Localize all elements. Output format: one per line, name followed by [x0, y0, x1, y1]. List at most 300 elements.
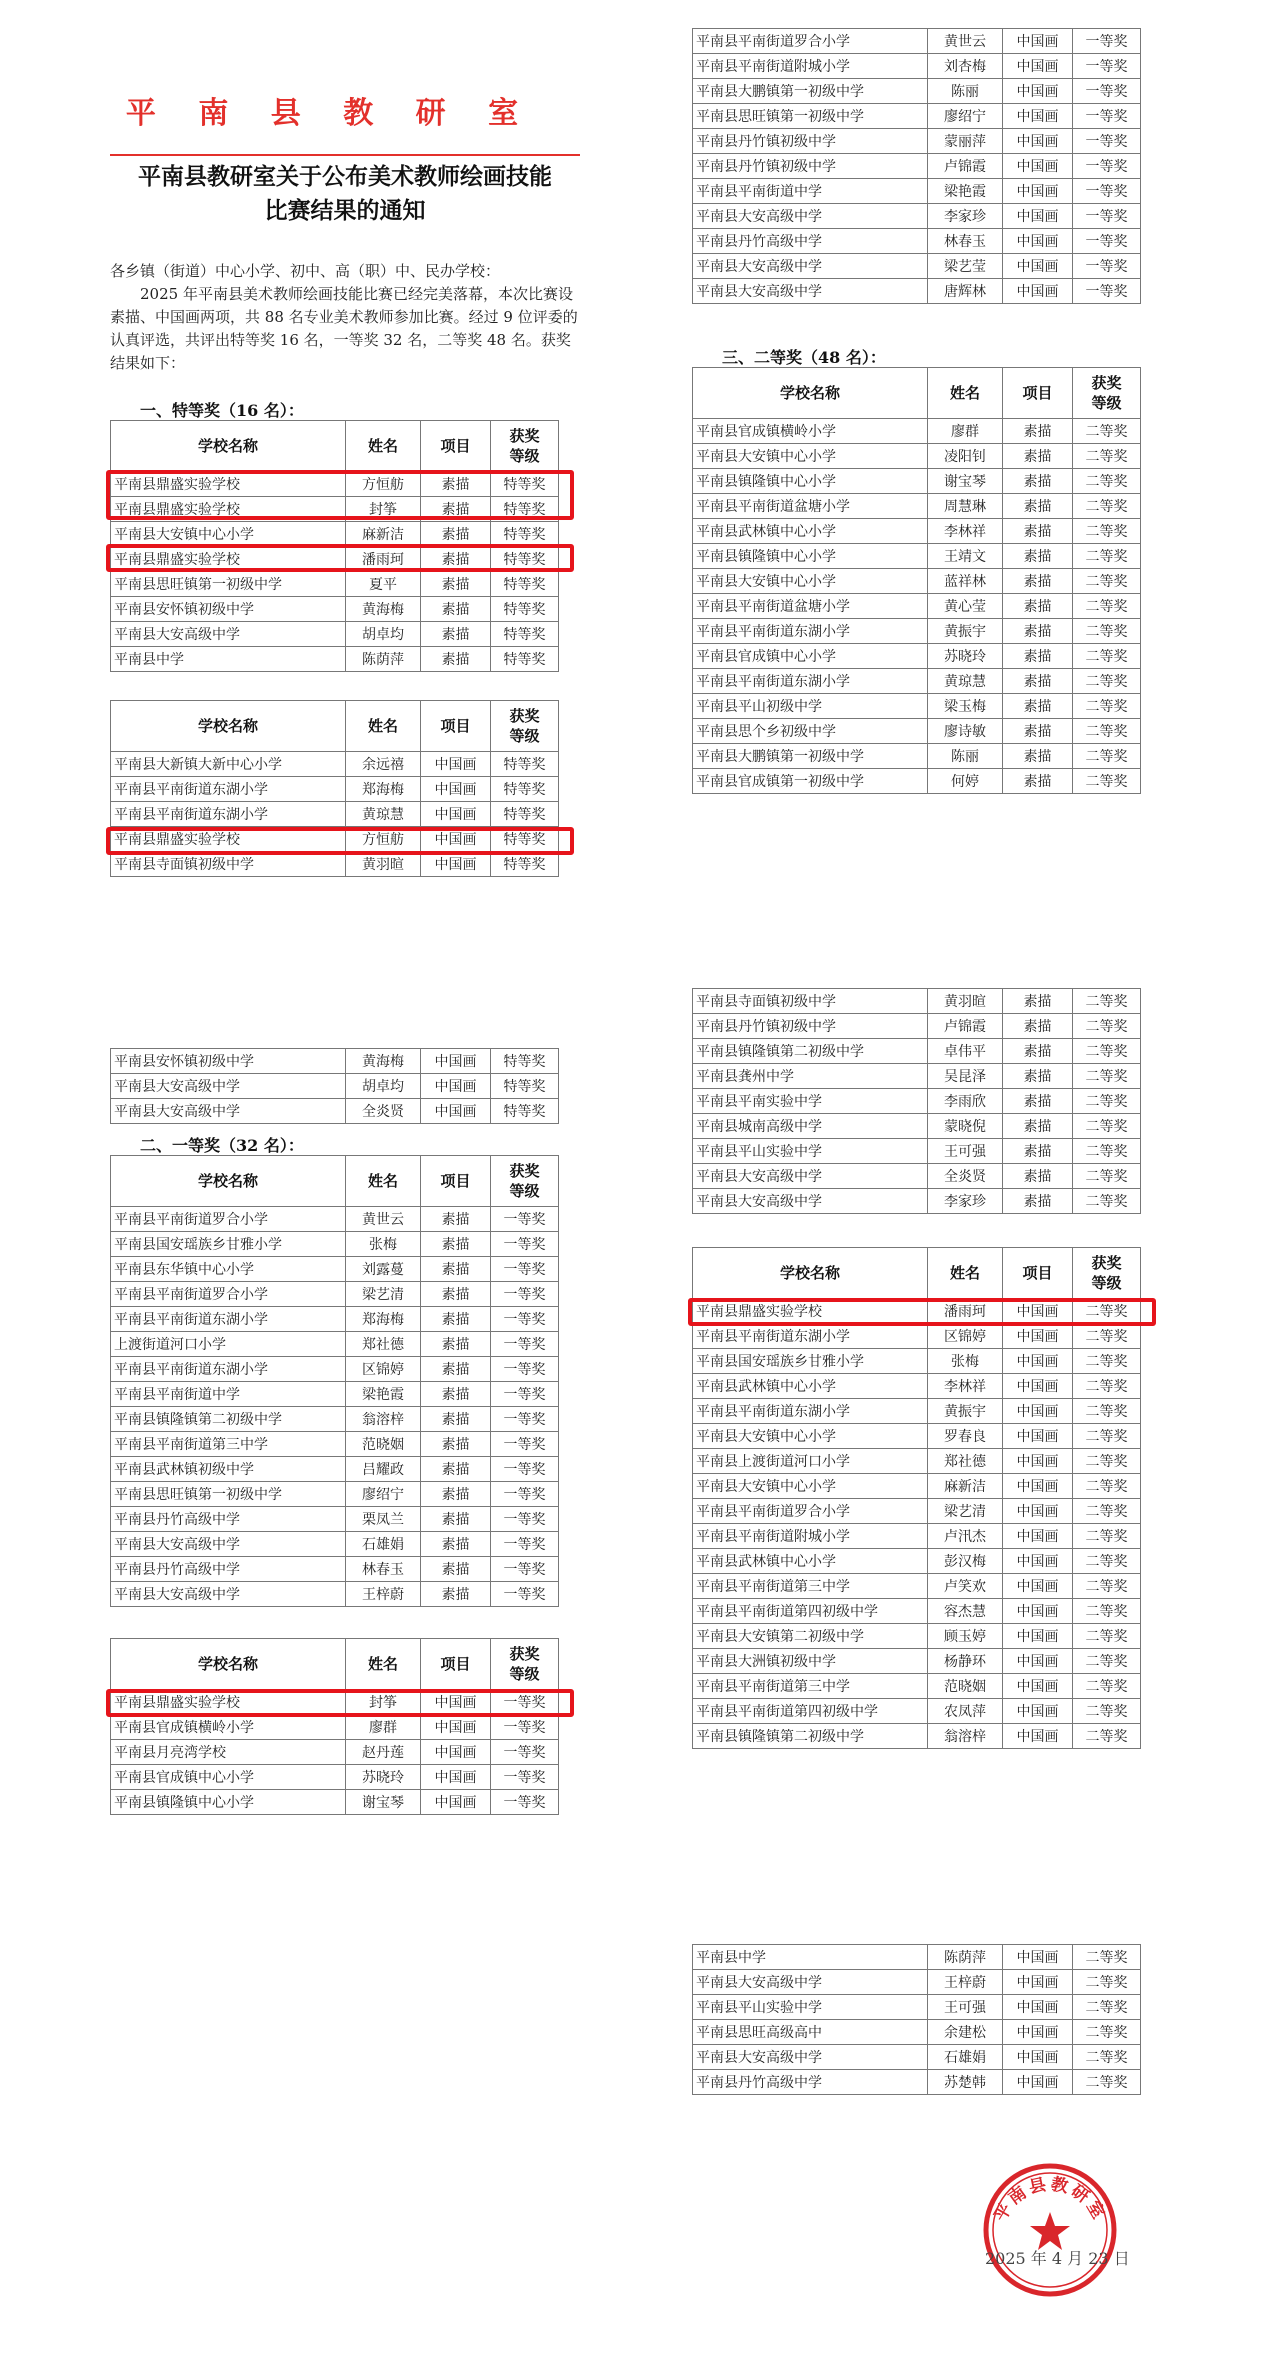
table-row — [111, 1557, 559, 1582]
name-cell: 张梅 — [928, 1349, 1003, 1374]
doc-title-line2: 比赛结果的通知 — [264, 197, 426, 224]
level-cell: 特等奖 — [491, 1049, 559, 1074]
project-cell: 素描 — [1003, 719, 1073, 744]
col-header-project: 项目 — [1003, 1248, 1073, 1299]
table-row — [693, 1039, 1141, 1064]
col-header-level-line1: 获奖 — [1091, 1254, 1122, 1272]
name-cell: 周慧琳 — [928, 494, 1003, 519]
name-cell: 卢锦霞 — [928, 154, 1003, 179]
table-row — [111, 1532, 559, 1557]
table-row — [111, 1382, 559, 1407]
school-cell: 平南县平南街道第四初级中学 — [693, 1599, 928, 1624]
level-cell: 二等奖 — [1073, 444, 1141, 469]
project-cell: 中国画 — [1003, 1524, 1073, 1549]
table-row — [693, 694, 1141, 719]
name-cell: 梁艳霞 — [346, 1382, 421, 1407]
school-cell: 平南县平南街道附城小学 — [693, 1524, 928, 1549]
table-row — [693, 1089, 1141, 1114]
col-header-name: 姓名 — [928, 1248, 1003, 1299]
school-cell: 平南县大安高级中学 — [693, 1189, 928, 1214]
table-row — [111, 622, 559, 647]
table-header-row — [111, 1156, 559, 1207]
level-cell: 二等奖 — [1073, 594, 1141, 619]
name-cell: 梁艺莹 — [928, 254, 1003, 279]
project-cell: 素描 — [1003, 469, 1073, 494]
name-cell: 王梓蔚 — [346, 1582, 421, 1607]
name-cell: 杨静环 — [928, 1649, 1003, 1674]
level-cell: 二等奖 — [1073, 694, 1141, 719]
name-cell: 容杰慧 — [928, 1599, 1003, 1624]
level-cell: 二等奖 — [1073, 1424, 1141, 1449]
school-cell: 平南县平南街道罗合小学 — [111, 1207, 346, 1232]
project-cell: 中国画 — [1003, 1674, 1073, 1699]
level-cell: 一等奖 — [491, 1482, 559, 1507]
school-cell: 平南县大安高级中学 — [111, 1582, 346, 1607]
school-cell: 平南县官成镇中心小学 — [111, 1765, 346, 1790]
school-cell: 平南县丹竹高级中学 — [693, 2070, 928, 2095]
name-cell: 廖绍宁 — [928, 104, 1003, 129]
name-cell: 胡卓均 — [346, 622, 421, 647]
level-cell: 一等奖 — [1073, 229, 1141, 254]
name-cell: 梁艺清 — [928, 1499, 1003, 1524]
school-cell: 平南县大安高级中学 — [111, 1099, 346, 1124]
school-cell: 平南县上渡街道河口小学 — [693, 1449, 928, 1474]
name-cell: 廖诗敏 — [928, 719, 1003, 744]
name-cell: 陈丽 — [928, 79, 1003, 104]
name-cell: 黄海梅 — [346, 1049, 421, 1074]
project-cell: 素描 — [421, 1332, 491, 1357]
project-cell: 素描 — [421, 1532, 491, 1557]
school-cell: 平南县大安高级中学 — [693, 279, 928, 304]
name-cell: 梁玉梅 — [928, 694, 1003, 719]
table-row — [693, 519, 1141, 544]
project-cell: 素描 — [421, 547, 491, 572]
table-row — [693, 1574, 1141, 1599]
project-cell: 素描 — [1003, 1139, 1073, 1164]
table-row — [111, 777, 559, 802]
level-cell: 二等奖 — [1073, 544, 1141, 569]
name-cell: 黄羽暄 — [928, 989, 1003, 1014]
project-cell: 素描 — [421, 1382, 491, 1407]
table-row — [693, 644, 1141, 669]
name-cell: 潘雨珂 — [928, 1299, 1003, 1324]
name-cell: 黄振宇 — [928, 1399, 1003, 1424]
project-cell: 中国画 — [1003, 254, 1073, 279]
project-cell: 中国画 — [421, 1715, 491, 1740]
table-row — [111, 1257, 559, 1282]
school-cell: 平南县镇隆镇中心小学 — [693, 469, 928, 494]
name-cell: 范晓姻 — [346, 1432, 421, 1457]
project-cell: 素描 — [1003, 594, 1073, 619]
level-cell: 一等奖 — [1073, 79, 1141, 104]
project-cell: 中国画 — [1003, 204, 1073, 229]
table-row — [693, 154, 1141, 179]
level-cell: 一等奖 — [491, 1532, 559, 1557]
name-cell: 彭汉梅 — [928, 1549, 1003, 1574]
school-cell: 平南县大安高级中学 — [693, 2045, 928, 2070]
school-cell: 平南县武林镇中心小学 — [693, 1374, 928, 1399]
table-row — [693, 1995, 1141, 2020]
project-cell: 素描 — [421, 1357, 491, 1382]
school-cell: 平南县大安高级中学 — [111, 1532, 346, 1557]
name-cell: 林春玉 — [928, 229, 1003, 254]
level-cell: 二等奖 — [1073, 1349, 1141, 1374]
project-cell: 素描 — [1003, 544, 1073, 569]
table-row — [693, 469, 1141, 494]
level-cell: 二等奖 — [1073, 1724, 1141, 1749]
table-row — [693, 29, 1141, 54]
name-cell: 刘杏梅 — [928, 54, 1003, 79]
name-cell: 黄世云 — [346, 1207, 421, 1232]
school-cell: 平南县思旺镇第一初级中学 — [111, 572, 346, 597]
table-row — [693, 669, 1141, 694]
level-cell: 二等奖 — [1073, 1399, 1141, 1424]
name-cell: 李林祥 — [928, 519, 1003, 544]
project-cell: 中国画 — [421, 1765, 491, 1790]
table-row — [111, 1099, 559, 1124]
col-header-level — [491, 421, 559, 472]
col-header-level-line2: 等级 — [1091, 394, 1122, 412]
project-cell: 中国画 — [421, 1690, 491, 1715]
project-cell: 素描 — [421, 522, 491, 547]
highlight-box — [688, 1298, 1156, 1326]
table-row — [111, 1507, 559, 1532]
school-cell: 平南县平南街道东湖小学 — [693, 1399, 928, 1424]
name-cell: 潘雨珂 — [346, 547, 421, 572]
name-cell: 黄琼慧 — [928, 669, 1003, 694]
project-cell: 中国画 — [1003, 1599, 1073, 1624]
level-cell: 二等奖 — [1073, 1299, 1141, 1324]
level-cell: 二等奖 — [1073, 2020, 1141, 2045]
col-header-project: 项目 — [421, 1156, 491, 1207]
project-cell: 中国画 — [1003, 1649, 1073, 1674]
table-row — [693, 744, 1141, 769]
project-cell: 素描 — [421, 1507, 491, 1532]
table-row — [693, 1374, 1141, 1399]
name-cell: 方恒舫 — [346, 472, 421, 497]
project-cell: 素描 — [421, 1207, 491, 1232]
level-cell: 二等奖 — [1073, 1524, 1141, 1549]
level-cell: 二等奖 — [1073, 1549, 1141, 1574]
level-cell: 二等奖 — [1073, 1474, 1141, 1499]
level-cell: 特等奖 — [491, 647, 559, 672]
name-cell: 郑社德 — [346, 1332, 421, 1357]
section-first: 二、一等奖（32 名）： — [140, 1136, 304, 1155]
name-cell: 区锦婷 — [928, 1324, 1003, 1349]
project-cell: 中国画 — [1003, 104, 1073, 129]
table-row — [111, 1715, 559, 1740]
table-row — [693, 279, 1141, 304]
project-cell: 中国画 — [1003, 1699, 1073, 1724]
table-header-row — [693, 368, 1141, 419]
table-row — [111, 1332, 559, 1357]
level-cell: 二等奖 — [1073, 669, 1141, 694]
project-cell: 素描 — [1003, 419, 1073, 444]
project-cell: 素描 — [1003, 519, 1073, 544]
project-cell: 素描 — [1003, 669, 1073, 694]
school-cell: 平南县大安镇中心小学 — [693, 569, 928, 594]
table-row — [693, 1189, 1141, 1214]
col-header-name: 姓名 — [346, 701, 421, 752]
table-row — [693, 619, 1141, 644]
table-row — [111, 1765, 559, 1790]
name-cell: 苏晓玲 — [928, 644, 1003, 669]
name-cell: 蒙晓倪 — [928, 1114, 1003, 1139]
table-row — [693, 419, 1141, 444]
level-cell: 一等奖 — [1073, 129, 1141, 154]
school-cell: 平南县平山初级中学 — [693, 694, 928, 719]
project-cell: 中国画 — [1003, 1424, 1073, 1449]
name-cell: 唐辉林 — [928, 279, 1003, 304]
school-cell: 平南县大新镇大新中心小学 — [111, 752, 346, 777]
project-cell: 素描 — [421, 497, 491, 522]
project-cell: 素描 — [1003, 1164, 1073, 1189]
table-row — [111, 1207, 559, 1232]
table-row — [693, 769, 1141, 794]
school-cell: 上渡街道河口小学 — [111, 1332, 346, 1357]
project-cell: 素描 — [421, 572, 491, 597]
school-cell: 平南县武林镇中心小学 — [693, 519, 928, 544]
project-cell: 素描 — [1003, 1114, 1073, 1139]
name-cell: 余建松 — [928, 2020, 1003, 2045]
level-cell: 二等奖 — [1073, 1064, 1141, 1089]
school-cell: 平南县平南街道东湖小学 — [111, 802, 346, 827]
col-header-project: 项目 — [1003, 368, 1073, 419]
level-cell: 特等奖 — [491, 1074, 559, 1099]
school-cell: 平南县平南街道盆塘小学 — [693, 594, 928, 619]
level-cell: 一等奖 — [1073, 179, 1141, 204]
project-cell: 中国画 — [421, 1099, 491, 1124]
table-row — [693, 444, 1141, 469]
name-cell: 张梅 — [346, 1232, 421, 1257]
project-cell: 中国画 — [1003, 1449, 1073, 1474]
level-cell: 一等奖 — [491, 1432, 559, 1457]
name-cell: 王靖文 — [928, 544, 1003, 569]
level-cell: 一等奖 — [491, 1582, 559, 1607]
name-cell: 郑海梅 — [346, 777, 421, 802]
project-cell: 中国画 — [421, 752, 491, 777]
name-cell: 苏楚韩 — [928, 2070, 1003, 2095]
school-cell: 平南县大安高级中学 — [693, 254, 928, 279]
school-cell: 平南县大鹏镇第一初级中学 — [693, 744, 928, 769]
school-cell: 平南县大安高级中学 — [693, 1970, 928, 1995]
school-cell: 平南县镇隆镇中心小学 — [693, 544, 928, 569]
table-row — [693, 179, 1141, 204]
level-cell: 二等奖 — [1073, 2045, 1141, 2070]
name-cell: 蒙丽萍 — [928, 129, 1003, 154]
school-cell: 平南县平南街道东湖小学 — [693, 669, 928, 694]
name-cell: 黄世云 — [928, 29, 1003, 54]
name-cell: 麻新洁 — [928, 1474, 1003, 1499]
intro-paragraph: 2025 年平南县美术教师绘画技能比赛已经完美落幕，本次比赛设素描、中国画两项，共 88 名专业美术教师参加比赛。经过 9 位评委的认真评选，共评出特等奖 16 名，一等奖 32 名，二等奖 48 名。获奖结果如下： — [110, 285, 578, 372]
table-row — [693, 54, 1141, 79]
school-cell: 平南县武林镇初级中学 — [111, 1457, 346, 1482]
table-row — [111, 1407, 559, 1432]
level-cell: 一等奖 — [1073, 204, 1141, 229]
name-cell: 胡卓均 — [346, 1074, 421, 1099]
project-cell: 素描 — [1003, 1089, 1073, 1114]
name-cell: 顾玉婷 — [928, 1624, 1003, 1649]
col-header-level-line2: 等级 — [509, 727, 540, 745]
school-cell: 平南县平南街道第四初级中学 — [693, 1699, 928, 1724]
table-row — [111, 1432, 559, 1457]
level-cell: 二等奖 — [1073, 1139, 1141, 1164]
table-header-row — [693, 1248, 1141, 1299]
table-header-row — [111, 701, 559, 752]
school-cell: 平南县东华镇中心小学 — [111, 1257, 346, 1282]
name-cell: 李家珍 — [928, 204, 1003, 229]
table-row — [693, 1499, 1141, 1524]
level-cell: 二等奖 — [1073, 1039, 1141, 1064]
level-cell: 一等奖 — [491, 1457, 559, 1482]
school-cell: 平南县大安镇中心小学 — [693, 1474, 928, 1499]
school-cell: 平南县思旺镇第一初级中学 — [111, 1482, 346, 1507]
school-cell: 平南县平山实验中学 — [693, 1995, 928, 2020]
table-row — [693, 1674, 1141, 1699]
school-cell: 平南县平南街道第三中学 — [693, 1574, 928, 1599]
school-cell: 平南县平南街道东湖小学 — [693, 619, 928, 644]
project-cell: 中国画 — [1003, 1724, 1073, 1749]
name-cell: 石雄娟 — [346, 1532, 421, 1557]
col-header-level-line2: 等级 — [1091, 1274, 1122, 1292]
school-cell: 平南县大安镇中心小学 — [111, 522, 346, 547]
school-cell: 平南县鼎盛实验学校 — [111, 472, 346, 497]
school-cell: 平南县镇隆镇第二初级中学 — [693, 1039, 928, 1064]
project-cell: 素描 — [1003, 694, 1073, 719]
header-divider — [110, 154, 580, 156]
table-row — [693, 129, 1141, 154]
school-cell: 平南县平南街道罗合小学 — [111, 1282, 346, 1307]
table-row — [693, 2070, 1141, 2095]
name-cell: 方恒舫 — [346, 827, 421, 852]
col-header-level — [1073, 368, 1141, 419]
level-cell: 一等奖 — [491, 1557, 559, 1582]
name-cell: 陈丽 — [928, 744, 1003, 769]
level-cell: 二等奖 — [1073, 1995, 1141, 2020]
level-cell: 一等奖 — [491, 1332, 559, 1357]
highlight-box — [106, 470, 574, 520]
table-row — [693, 1399, 1141, 1424]
school-cell: 平南县龚州中学 — [693, 1064, 928, 1089]
name-cell: 李家珍 — [928, 1189, 1003, 1214]
project-cell: 中国画 — [1003, 29, 1073, 54]
level-cell: 二等奖 — [1073, 1014, 1141, 1039]
school-cell: 平南县平南街道第三中学 — [693, 1674, 928, 1699]
project-cell: 素描 — [421, 1457, 491, 1482]
level-cell: 一等奖 — [491, 1740, 559, 1765]
table-row — [111, 1307, 559, 1332]
project-cell: 中国画 — [1003, 279, 1073, 304]
project-cell: 中国画 — [421, 1740, 491, 1765]
project-cell: 中国画 — [1003, 2045, 1073, 2070]
project-cell: 素描 — [1003, 494, 1073, 519]
level-cell: 二等奖 — [1073, 2070, 1141, 2095]
doc-date: 2025 年 4 月 23 日 — [985, 2249, 1130, 2268]
name-cell: 范晓姻 — [928, 1674, 1003, 1699]
school-cell: 平南县大安高级中学 — [693, 1164, 928, 1189]
table-row — [693, 2020, 1141, 2045]
table-row — [693, 719, 1141, 744]
section-second: 三、二等奖（48 名）： — [722, 348, 886, 367]
name-cell: 苏晓玲 — [346, 1765, 421, 1790]
level-cell: 特等奖 — [491, 547, 559, 572]
level-cell: 二等奖 — [1073, 1970, 1141, 1995]
col-header-level-line2: 等级 — [509, 447, 540, 465]
table-row — [111, 1790, 559, 1815]
school-cell: 平南县镇隆镇第二初级中学 — [693, 1724, 928, 1749]
school-cell: 平南县安怀镇初级中学 — [111, 1049, 346, 1074]
col-header-school: 学校名称 — [111, 701, 346, 752]
name-cell: 梁艺清 — [346, 1282, 421, 1307]
name-cell: 全炎贤 — [928, 1164, 1003, 1189]
level-cell: 二等奖 — [1073, 1945, 1141, 1970]
school-cell: 平南县官成镇中心小学 — [693, 644, 928, 669]
level-cell: 二等奖 — [1073, 619, 1141, 644]
school-cell: 平南县安怀镇初级中学 — [111, 597, 346, 622]
level-cell: 一等奖 — [1073, 279, 1141, 304]
table-row — [693, 1524, 1141, 1549]
name-cell: 王梓蔚 — [928, 1970, 1003, 1995]
col-header-school: 学校名称 — [693, 1248, 928, 1299]
project-cell: 中国画 — [1003, 1624, 1073, 1649]
school-cell: 平南县平南街道罗合小学 — [693, 1499, 928, 1524]
col-header-project: 项目 — [421, 701, 491, 752]
level-cell: 特等奖 — [491, 522, 559, 547]
col-header-level-line1: 获奖 — [509, 1645, 540, 1663]
col-header-name: 姓名 — [928, 368, 1003, 419]
table-row — [693, 104, 1141, 129]
col-header-level-line1: 获奖 — [509, 1162, 540, 1180]
table-row — [693, 1724, 1141, 1749]
level-cell: 二等奖 — [1073, 1189, 1141, 1214]
table-row — [693, 1970, 1141, 1995]
col-header-project: 项目 — [421, 421, 491, 472]
table-row — [111, 802, 559, 827]
level-cell: 二等奖 — [1073, 1089, 1141, 1114]
school-cell: 平南县国安瑶族乡甘雅小学 — [693, 1349, 928, 1374]
col-header-school: 学校名称 — [111, 1639, 346, 1690]
project-cell: 中国画 — [1003, 1549, 1073, 1574]
level-cell: 一等奖 — [491, 1282, 559, 1307]
school-cell: 平南县平南街道第三中学 — [111, 1432, 346, 1457]
school-cell: 平南县寺面镇初级中学 — [111, 852, 346, 877]
name-cell: 黄海梅 — [346, 597, 421, 622]
level-cell: 特等奖 — [491, 472, 559, 497]
project-cell: 中国画 — [1003, 79, 1073, 104]
level-cell: 特等奖 — [491, 497, 559, 522]
project-cell: 素描 — [1003, 444, 1073, 469]
project-cell: 中国画 — [1003, 1324, 1073, 1349]
name-cell: 夏平 — [346, 572, 421, 597]
project-cell: 素描 — [421, 1432, 491, 1457]
name-cell: 廖绍宁 — [346, 1482, 421, 1507]
col-header-school: 学校名称 — [111, 1156, 346, 1207]
level-cell: 特等奖 — [491, 752, 559, 777]
col-header-name: 姓名 — [346, 421, 421, 472]
school-cell: 平南县国安瑶族乡甘雅小学 — [111, 1232, 346, 1257]
col-header-level — [1073, 1248, 1141, 1299]
doc-title-line1: 平南县教研室关于公布美术教师绘画技能 — [138, 163, 552, 190]
school-cell: 平南县平南街道中学 — [111, 1382, 346, 1407]
level-cell: 特等奖 — [491, 622, 559, 647]
project-cell: 中国画 — [421, 1790, 491, 1815]
project-cell: 中国画 — [1003, 1995, 1073, 2020]
level-cell: 二等奖 — [1073, 1574, 1141, 1599]
col-header-level — [491, 1156, 559, 1207]
level-cell: 一等奖 — [1073, 104, 1141, 129]
project-cell: 素描 — [1003, 619, 1073, 644]
project-cell: 中国画 — [1003, 129, 1073, 154]
